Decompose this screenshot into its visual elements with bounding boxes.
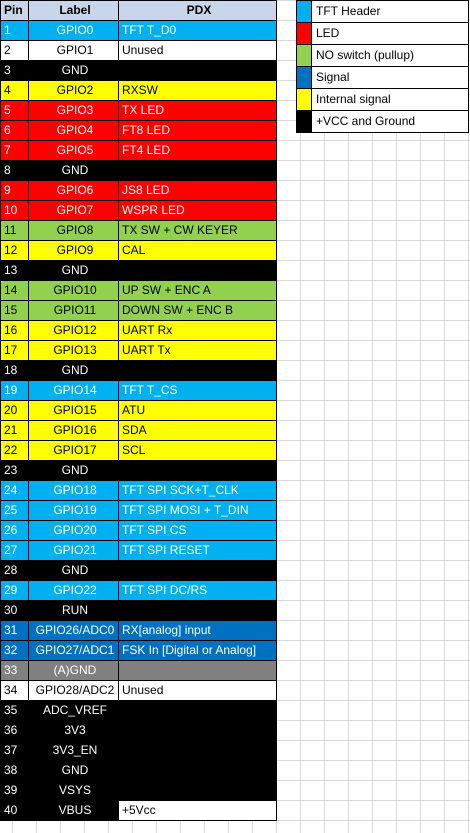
pin-number-cell[interactable]: 30 bbox=[1, 601, 29, 621]
table-row bbox=[1, 161, 277, 181]
table-row bbox=[1, 261, 277, 281]
pin-label-cell[interactable]: GPIO19 bbox=[29, 501, 119, 521]
pin-label-cell[interactable]: GPIO6 bbox=[29, 181, 119, 201]
pin-pdx-cell[interactable]: UART Rx bbox=[119, 321, 277, 341]
pin-label-cell[interactable]: VBUS bbox=[29, 801, 119, 821]
pin-pdx-cell[interactable]: FSK In [Digital or Analog] bbox=[119, 641, 277, 661]
pin-number-cell[interactable]: 19 bbox=[1, 381, 29, 401]
legend-item bbox=[297, 45, 469, 67]
legend-label: +VCC and Ground bbox=[312, 111, 469, 133]
pin-label-cell[interactable]: GPIO14 bbox=[29, 381, 119, 401]
pin-label-cell[interactable]: GPIO10 bbox=[29, 281, 119, 301]
pin-pdx-cell[interactable]: UP SW + ENC A bbox=[119, 281, 277, 301]
table-row bbox=[1, 641, 277, 661]
legend-item bbox=[297, 89, 469, 111]
table-row bbox=[1, 241, 277, 261]
table-row bbox=[1, 561, 277, 581]
pin-number-cell[interactable]: 14 bbox=[1, 281, 29, 301]
pin-pdx-cell[interactable]: SCL bbox=[119, 441, 277, 461]
table-row bbox=[1, 21, 277, 41]
pin-label-cell[interactable]: GPIO20 bbox=[29, 521, 119, 541]
pin-pdx-cell[interactable] bbox=[119, 361, 277, 381]
pin-label-cell[interactable]: 3V3_EN bbox=[29, 741, 119, 761]
table-row bbox=[1, 41, 277, 61]
header-pin: Pin bbox=[1, 1, 29, 21]
pin-label-cell[interactable]: GPIO27/ADC1 bbox=[29, 641, 119, 661]
table-row bbox=[1, 401, 277, 421]
pin-pdx-cell[interactable]: WSPR LED bbox=[119, 201, 277, 221]
table-row bbox=[1, 741, 277, 761]
pin-pdx-cell[interactable] bbox=[119, 561, 277, 581]
pin-number-cell[interactable]: 7 bbox=[1, 141, 29, 161]
table-row bbox=[1, 521, 277, 541]
pin-label-cell[interactable]: GPIO9 bbox=[29, 241, 119, 261]
pin-label-cell[interactable]: GPIO1 bbox=[29, 41, 119, 61]
pin-label-cell[interactable]: GPIO3 bbox=[29, 101, 119, 121]
pin-pdx-cell[interactable] bbox=[119, 661, 277, 681]
header-row bbox=[1, 1, 277, 21]
pin-label-cell[interactable]: GPIO16 bbox=[29, 421, 119, 441]
pin-label-cell[interactable]: GPIO7 bbox=[29, 201, 119, 221]
pin-pdx-cell[interactable]: FT8 LED bbox=[119, 121, 277, 141]
header-label: Label bbox=[29, 1, 119, 21]
pin-number-cell[interactable]: 38 bbox=[1, 761, 29, 781]
pin-pdx-cell[interactable]: TX LED bbox=[119, 101, 277, 121]
pin-label-cell[interactable]: RUN bbox=[29, 601, 119, 621]
pin-pdx-cell[interactable]: CAL bbox=[119, 241, 277, 261]
pin-pdx-cell[interactable]: DOWN SW + ENC B bbox=[119, 301, 277, 321]
pin-pdx-cell[interactable]: SDA bbox=[119, 421, 277, 441]
pin-label-cell[interactable]: GPIO26/ADC0 bbox=[29, 621, 119, 641]
table-row bbox=[1, 381, 277, 401]
pin-number-cell[interactable]: 20 bbox=[1, 401, 29, 421]
pin-number-cell[interactable]: 39 bbox=[1, 781, 29, 801]
pin-number-cell[interactable]: 33 bbox=[1, 661, 29, 681]
pin-label-cell[interactable]: GPIO21 bbox=[29, 541, 119, 561]
header-pdx: PDX bbox=[119, 1, 277, 21]
pin-pdx-cell[interactable]: TFT T_D0 bbox=[119, 21, 277, 41]
pin-number-cell[interactable]: 40 bbox=[1, 801, 29, 821]
pin-pdx-cell[interactable]: Unused bbox=[119, 41, 277, 61]
pin-pdx-cell[interactable]: TX SW + CW KEYER bbox=[119, 221, 277, 241]
table-row bbox=[1, 461, 277, 481]
pin-number-cell[interactable]: 21 bbox=[1, 421, 29, 441]
pin-pdx-cell[interactable] bbox=[119, 741, 277, 761]
table-row bbox=[1, 761, 277, 781]
pin-label-cell[interactable]: 3V3 bbox=[29, 721, 119, 741]
pin-label-cell[interactable]: GPIO17 bbox=[29, 441, 119, 461]
pin-number-cell[interactable]: 1 bbox=[1, 21, 29, 41]
pin-pdx-cell[interactable]: TFT SPI DC/RS bbox=[119, 581, 277, 601]
legend-label: NO switch (pullup) bbox=[312, 45, 469, 67]
pin-pdx-cell[interactable] bbox=[119, 261, 277, 281]
table-row bbox=[1, 681, 277, 701]
legend-item bbox=[297, 23, 469, 45]
pin-label-cell[interactable]: GPIO12 bbox=[29, 321, 119, 341]
table-row bbox=[1, 701, 277, 721]
pin-label-cell[interactable]: GND bbox=[29, 61, 119, 81]
pin-label-cell[interactable]: GPIO11 bbox=[29, 301, 119, 321]
pin-label-cell[interactable]: GND bbox=[29, 361, 119, 381]
pin-number-cell[interactable]: 13 bbox=[1, 261, 29, 281]
legend-swatch bbox=[297, 1, 312, 23]
pin-pdx-cell[interactable]: TFT SPI RESET bbox=[119, 541, 277, 561]
table-row bbox=[1, 601, 277, 621]
pin-label-cell[interactable]: GND bbox=[29, 561, 119, 581]
pin-number-cell[interactable]: 18 bbox=[1, 361, 29, 381]
table-row bbox=[1, 121, 277, 141]
pin-pdx-cell[interactable]: TFT SPI MOSI + T_DIN bbox=[119, 501, 277, 521]
table-row bbox=[1, 581, 277, 601]
table-row bbox=[1, 81, 277, 101]
pin-pdx-cell[interactable] bbox=[119, 761, 277, 781]
pin-label-cell[interactable]: GPIO8 bbox=[29, 221, 119, 241]
pin-label-cell[interactable]: GPIO18 bbox=[29, 481, 119, 501]
table-row bbox=[1, 201, 277, 221]
pin-pdx-cell[interactable] bbox=[119, 461, 277, 481]
pin-label-cell[interactable]: GPIO22 bbox=[29, 581, 119, 601]
legend-swatch bbox=[297, 45, 312, 67]
pin-label-cell[interactable]: GPIO28/ADC2 bbox=[29, 681, 119, 701]
legend-item bbox=[297, 111, 469, 133]
pin-number-cell[interactable]: 3 bbox=[1, 61, 29, 81]
pin-pdx-cell[interactable]: FT4 LED bbox=[119, 141, 277, 161]
pin-pdx-cell[interactable] bbox=[119, 781, 277, 801]
pin-number-cell[interactable]: 12 bbox=[1, 241, 29, 261]
pin-label-cell[interactable]: GND bbox=[29, 161, 119, 181]
pin-number-cell[interactable]: 31 bbox=[1, 621, 29, 641]
pin-number-cell[interactable]: 29 bbox=[1, 581, 29, 601]
pin-number-cell[interactable]: 6 bbox=[1, 121, 29, 141]
pin-pdx-cell[interactable]: UART Tx bbox=[119, 341, 277, 361]
table-row bbox=[1, 661, 277, 681]
pin-label-cell[interactable]: GPIO5 bbox=[29, 141, 119, 161]
table-row bbox=[1, 101, 277, 121]
pin-pdx-cell[interactable]: RXSW bbox=[119, 81, 277, 101]
pin-pdx-cell[interactable]: TFT SPI SCK+T_CLK bbox=[119, 481, 277, 501]
legend-swatch bbox=[297, 111, 312, 133]
pin-pdx-cell[interactable]: Unused bbox=[119, 681, 277, 701]
legend-item bbox=[297, 1, 469, 23]
pin-pdx-cell[interactable] bbox=[119, 601, 277, 621]
table-row bbox=[1, 181, 277, 201]
pin-pdx-cell[interactable]: RX[analog] input bbox=[119, 621, 277, 641]
pin-number-cell[interactable]: 10 bbox=[1, 201, 29, 221]
legend-label: TFT Header bbox=[312, 1, 469, 23]
table-row bbox=[1, 221, 277, 241]
pin-number-cell[interactable]: 26 bbox=[1, 521, 29, 541]
pin-number-cell[interactable]: 24 bbox=[1, 481, 29, 501]
pin-label-cell[interactable]: ADC_VREF bbox=[29, 701, 119, 721]
table-row bbox=[1, 621, 277, 641]
pin-number-cell[interactable]: 28 bbox=[1, 561, 29, 581]
pin-label-cell[interactable]: GPIO4 bbox=[29, 121, 119, 141]
pin-number-cell[interactable]: 15 bbox=[1, 301, 29, 321]
table-row bbox=[1, 361, 277, 381]
table-row bbox=[1, 721, 277, 741]
pin-label-cell[interactable]: GPIO13 bbox=[29, 341, 119, 361]
legend-label: LED bbox=[312, 23, 469, 45]
table-row bbox=[1, 801, 277, 821]
pin-number-cell[interactable]: 9 bbox=[1, 181, 29, 201]
pin-pdx-cell[interactable]: JS8 LED bbox=[119, 181, 277, 201]
pin-label-cell[interactable]: VSYS bbox=[29, 781, 119, 801]
pin-number-cell[interactable]: 36 bbox=[1, 721, 29, 741]
pin-number-cell[interactable]: 23 bbox=[1, 461, 29, 481]
pin-number-cell[interactable]: 35 bbox=[1, 701, 29, 721]
legend-swatch bbox=[297, 89, 312, 111]
table-row bbox=[1, 141, 277, 161]
table-row bbox=[1, 281, 277, 301]
table-row bbox=[1, 501, 277, 521]
pin-pdx-cell[interactable] bbox=[119, 701, 277, 721]
pin-pdx-cell[interactable]: ATU bbox=[119, 401, 277, 421]
table-row bbox=[1, 341, 277, 361]
pin-number-cell[interactable]: 37 bbox=[1, 741, 29, 761]
pin-number-cell[interactable]: 25 bbox=[1, 501, 29, 521]
table-row bbox=[1, 781, 277, 801]
pin-number-cell[interactable]: 22 bbox=[1, 441, 29, 461]
pin-number-cell[interactable]: 8 bbox=[1, 161, 29, 181]
legend-item bbox=[297, 67, 469, 89]
pin-number-cell[interactable]: 4 bbox=[1, 81, 29, 101]
pin-number-cell[interactable]: 32 bbox=[1, 641, 29, 661]
pin-pdx-cell[interactable] bbox=[119, 61, 277, 81]
table-row bbox=[1, 541, 277, 561]
pin-label-cell[interactable]: (A)GND bbox=[29, 661, 119, 681]
table-row bbox=[1, 321, 277, 341]
table-row bbox=[1, 61, 277, 81]
pin-number-cell[interactable]: 16 bbox=[1, 321, 29, 341]
pin-label-cell[interactable]: GPIO2 bbox=[29, 81, 119, 101]
pin-label-cell[interactable]: GND bbox=[29, 761, 119, 781]
pin-pdx-cell[interactable]: TFT T_CS bbox=[119, 381, 277, 401]
pin-number-cell[interactable]: 2 bbox=[1, 41, 29, 61]
pin-number-cell[interactable]: 11 bbox=[1, 221, 29, 241]
pin-pdx-cell[interactable]: TFT SPI CS bbox=[119, 521, 277, 541]
legend bbox=[296, 0, 469, 133]
table-row bbox=[1, 481, 277, 501]
pin-number-cell[interactable]: 5 bbox=[1, 101, 29, 121]
pin-label-cell[interactable]: GPIO0 bbox=[29, 21, 119, 41]
table-row bbox=[1, 301, 277, 321]
pin-pdx-cell[interactable] bbox=[119, 161, 277, 181]
pin-number-cell[interactable]: 34 bbox=[1, 681, 29, 701]
legend-label: Internal signal bbox=[312, 89, 469, 111]
pin-pdx-cell[interactable]: +5Vcc bbox=[119, 801, 277, 821]
table-row bbox=[1, 421, 277, 441]
legend-swatch bbox=[297, 23, 312, 45]
pin-pdx-cell[interactable] bbox=[119, 721, 277, 741]
legend-swatch bbox=[297, 67, 312, 89]
pin-label-cell[interactable]: GND bbox=[29, 461, 119, 481]
legend-label: Signal bbox=[312, 67, 469, 89]
table-row bbox=[1, 441, 277, 461]
pin-number-cell[interactable]: 27 bbox=[1, 541, 29, 561]
pin-label-cell[interactable]: GND bbox=[29, 261, 119, 281]
pin-label-cell[interactable]: GPIO15 bbox=[29, 401, 119, 421]
pin-number-cell[interactable]: 17 bbox=[1, 341, 29, 361]
